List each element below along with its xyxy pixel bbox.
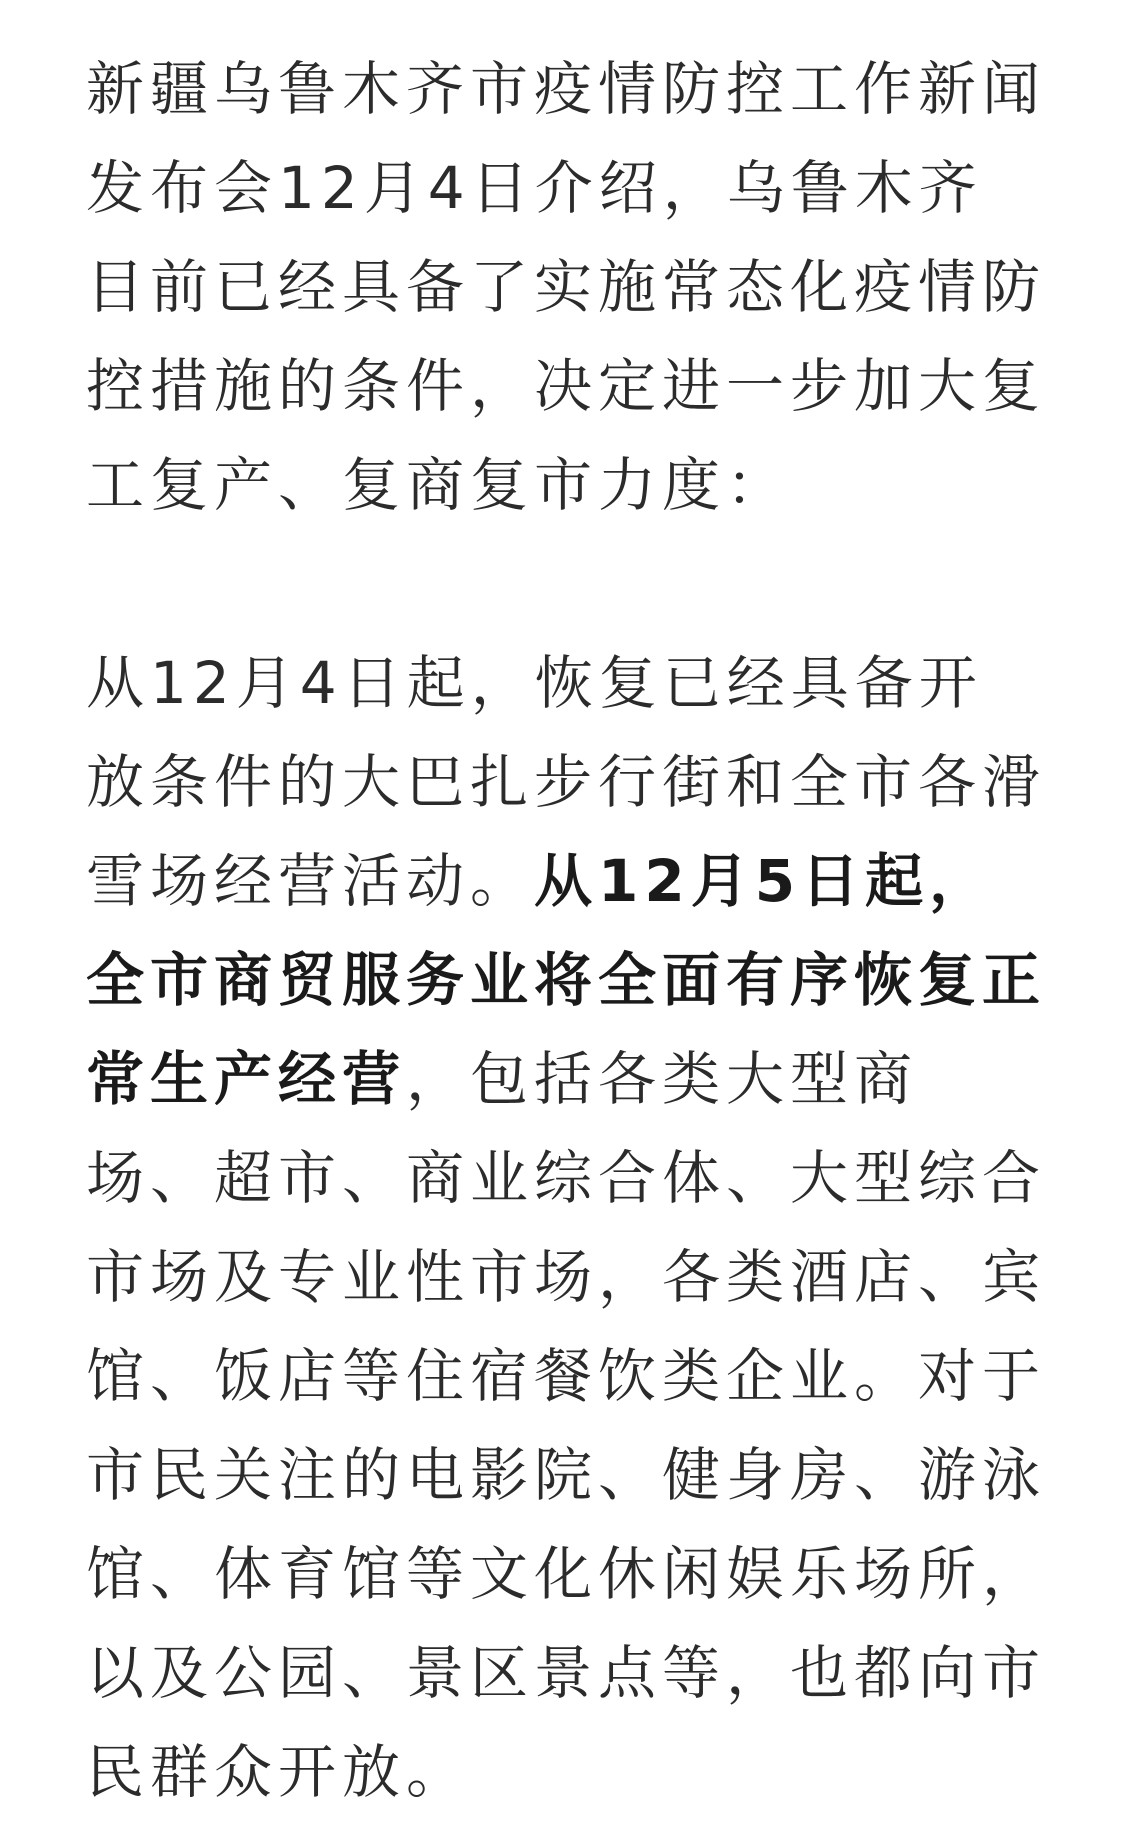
article-body bbox=[86, 40, 1046, 1822]
paragraph-reopening bbox=[86, 634, 1046, 1822]
reopening-text-start: 从12月4日起，恢复已经具备开放条件的大巴扎步行街和全市各滑雪场经营活动。 bbox=[86, 649, 1047, 915]
reopening-highlight: 从12月5日起，全市商贸服务业将全面有序恢复正常生产经营 bbox=[86, 847, 1047, 1113]
reopening-text-end: ，包括各类大型商场、超市、商业综合体、大型综合市场及专业性市场，各类酒店、宾馆、饭店等住宿餐饮类企业。对于市民关注的电影院、健身房、游泳馆、体育馆等文化休闲娱乐场所，以及公园、景区景点等，也都向市民群众开放。 bbox=[86, 1045, 1047, 1806]
paragraph-intro: 新疆乌鲁木齐市疫情防控工作新闻发布会12月4日介绍，乌鲁木齐目前已经具备了实施常态化疫情防控措施的条件，决定进一步加大复工复产、复商复市力度： bbox=[86, 55, 1047, 519]
